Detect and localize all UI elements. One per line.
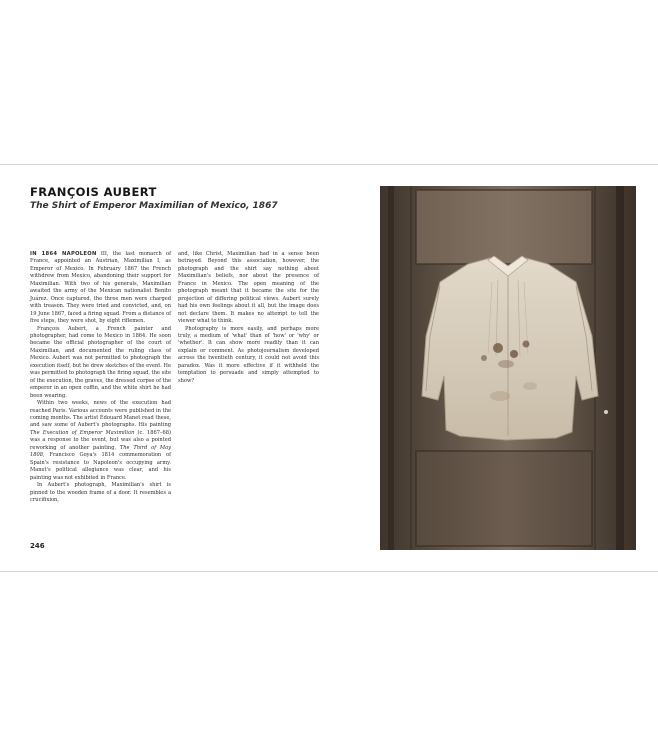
page-number: 246 — [30, 542, 45, 550]
book-spread — [0, 164, 658, 572]
paragraph: Photography is more easily, and perhaps more truly, a medium of 'what' than of 'how' or 'why' or 'whether'. It can show more readily than it can explain or comment. As photojournalism developed across the twentieth century, it could not avoid this paradox. Was it more effective if it withheld the temptation to persuade and simply attempted to show? — [178, 325, 319, 384]
painting-title: The Execution of Emperor Maximilian — [30, 429, 135, 436]
artist-name: FRANÇOIS AUBERT — [30, 185, 157, 199]
door-frame-right — [616, 186, 624, 550]
paragraph: François Aubert, a French painter and photographer, had come to Mexico in 1864. He soon became the official photographer of the court of Maximilian, and documented the ruling class of Mexico. Aubert was not permitted to photograph the execution itself, but he drew sketches of the event. He was permitted to photograph the firing squad, the site of the execution, the graves, the dressed corpse of the emperor in an open coffin, and the white shirt he had been wearing. — [30, 325, 171, 399]
paragraph: In Aubert's photograph, Maximilian's shirt is pinned to the wooden frame of a door. It resembles a crucifixion, — [30, 482, 171, 503]
painting-title: The Third of May 1808 — [30, 444, 172, 459]
shirt-photo-illustration — [380, 186, 636, 550]
stain — [523, 341, 530, 348]
door-frame-left — [388, 186, 394, 550]
shirt-photograph — [380, 186, 636, 550]
lower-panel — [416, 451, 592, 546]
text-column-right — [178, 251, 319, 385]
shirt — [422, 256, 598, 440]
work-title: The Shirt of Emperor Maximilian of Mexico, 1867 — [30, 201, 278, 211]
upper-panel — [416, 190, 592, 264]
stain — [481, 355, 487, 361]
paragraph: IN 1864 NAPOLEON III, the last monarch of France, appointed an Austrian, Maximilian I, as Emperor of Mexico. In February 1867 the French withdrew from Mexico, abandoning their support for Maximilian. With two of his generals, Maximilian awaited the army of the Mexican nationalist Benito Juárez. Once captured, the three men were charged with treason. They were tried and convicted, and, on 19 June 1867, faced a firing squad. From a distance of five steps, they were shot, by eight riflemen. — [30, 251, 171, 325]
lead-in: IN 1864 NAPOLEON — [30, 251, 97, 257]
text-column-left — [30, 251, 171, 504]
paragraph: Within two weeks, news of the execution had reached Paris. Various accounts were published in the coming months. The artist Édouard Manet read these, and saw some of Aubert's photographs. His painting The Execution of Emperor Maximilian (c. 1867–68) was a response to the event, but was also a pointed reworking of another painting, The Third of May 1808, Francisco Goya's 1814 commemoration of Spain's resistance to Napoleon's occupying army. Manet's political allegiance was clear, and his painting was not exhibited in France. — [30, 400, 172, 481]
stain — [510, 350, 518, 358]
stain — [493, 343, 503, 353]
paragraph: and, like Christ, Maximilian had in a sense been betrayed. Beyond this association, however, the photograph and the shirt say nothing about Maximilian's beliefs, nor about the presence of France in Mexico. The open meaning of the photograph meant that it became the site for the projection of differing political views. Aubert surely had his own feelings about it all, but the image does not declare them. It makes no attempt to tell the viewer what to think. — [178, 251, 319, 325]
